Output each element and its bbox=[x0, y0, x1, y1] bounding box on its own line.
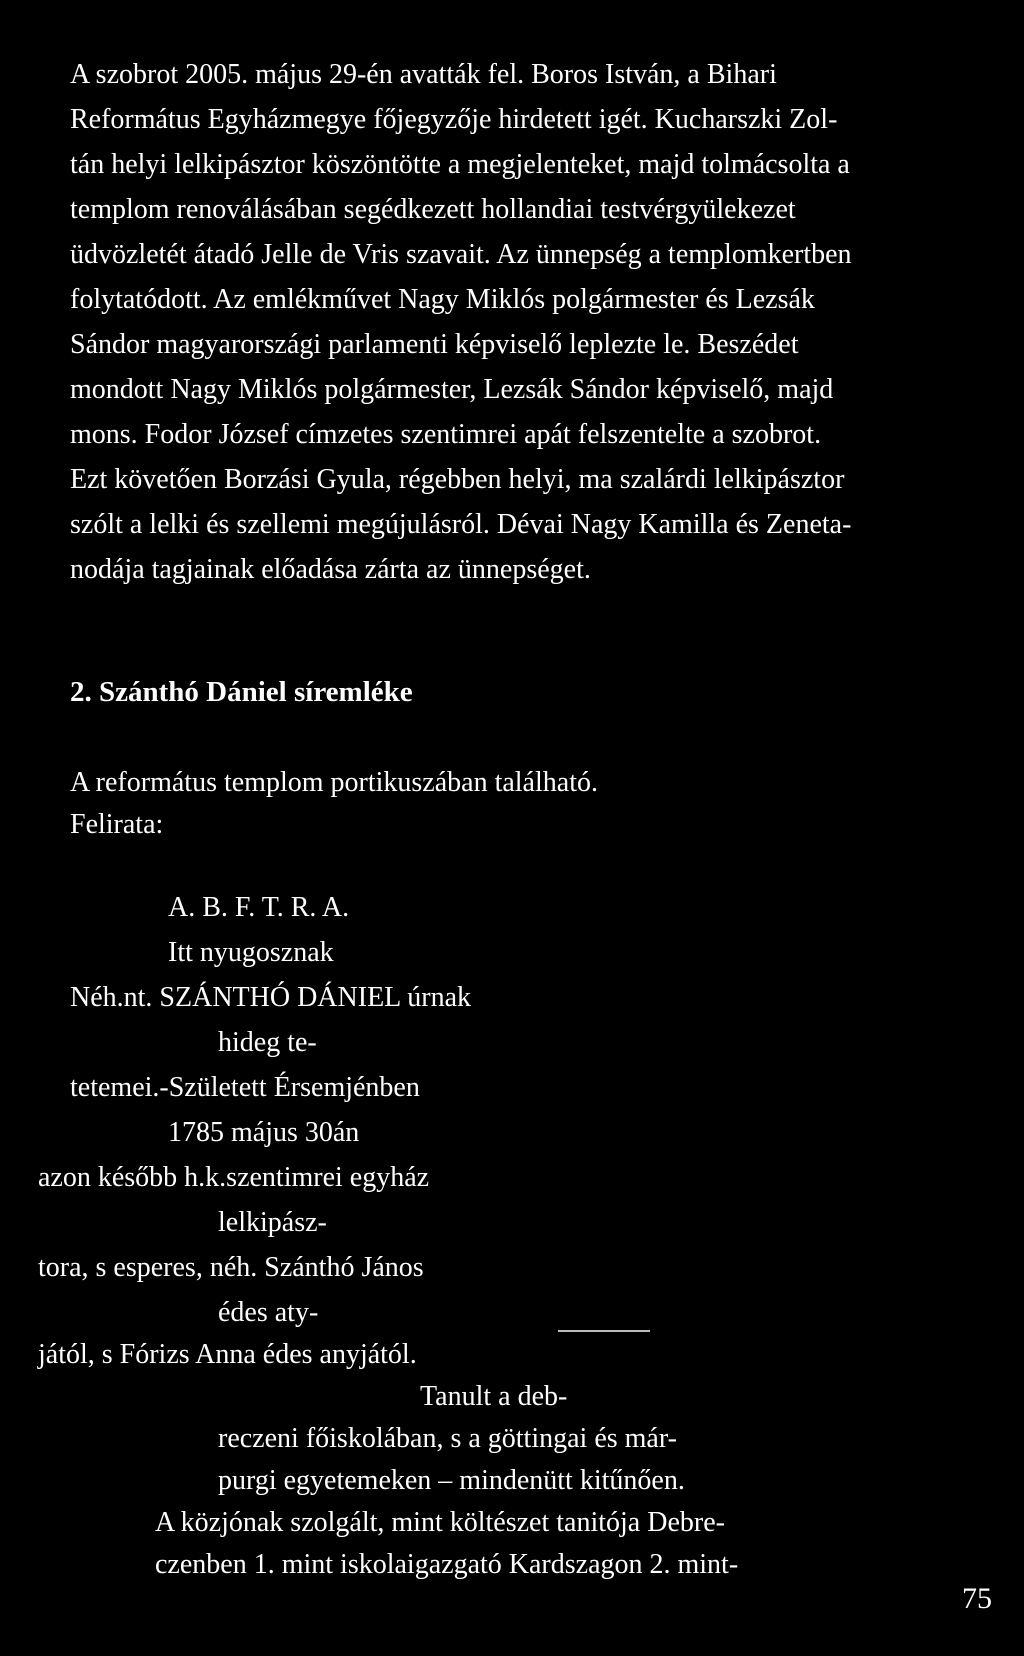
text-line: nodája tagjainak előadása zárta az ünnepséget. bbox=[70, 554, 591, 585]
text-line: folytatódott. Az emlékművet Nagy Miklós polgármester és Lezsák bbox=[70, 284, 815, 315]
text-line: mondott Nagy Miklós polgármester, Lezsák Sándor képviselő, majd bbox=[70, 374, 834, 405]
separator-dash bbox=[558, 1330, 650, 1332]
text-line: mons. Fodor József címzetes szentimrei apát felszentelte a szobrot. bbox=[70, 419, 822, 450]
text-line: templom renoválásában segédkezett hollandiai testvérgyülekezet bbox=[70, 194, 796, 225]
text-line: Ezt követően Borzási Gyula, régebben helyi, ma szalárdi lelkipásztor bbox=[70, 464, 845, 495]
inscription-line: tora, s esperes, néh. Szánthó János bbox=[38, 1252, 424, 1283]
text-line: Sándor magyarországi parlamenti képviselő leplezte le. Beszédet bbox=[70, 329, 799, 360]
inscription-line: Itt nyugosznak bbox=[168, 937, 334, 968]
inscription-line: hideg te- bbox=[218, 1027, 317, 1058]
inscription-line: lelkipász- bbox=[218, 1207, 327, 1238]
inscription-line: azon később h.k.szentimrei egyház bbox=[38, 1162, 430, 1193]
inscription-line: tetemei.-Született Érsemjénben bbox=[70, 1072, 420, 1103]
inscription-line: reczeni főiskolában, s a göttingai és már- bbox=[218, 1423, 677, 1454]
text-line: A szobrot 2005. május 29-én avatták fel. Boros István, a Bihari bbox=[70, 59, 777, 90]
inscription-line: Néh.nt. SZÁNTHÓ DÁNIEL úrnak bbox=[70, 982, 471, 1013]
page-number: 75 bbox=[962, 1582, 992, 1615]
inscription-line: A. B. F. T. R. A. bbox=[168, 892, 350, 923]
text-line: Felirata: bbox=[70, 809, 164, 840]
inscription-line: Tanult a deb- bbox=[420, 1381, 568, 1412]
section-heading: 2. Szánthó Dániel síremléke bbox=[70, 676, 413, 708]
inscription-line: purgi egyetemeken – mindenütt kitűnően. bbox=[218, 1465, 685, 1496]
text-line: szólt a lelki és szellemi megújulásról. Dévai Nagy Kamilla és Zeneta- bbox=[70, 509, 852, 540]
text-line: Református Egyházmegye főjegyzője hirdetett igét. Kucharszki Zol- bbox=[70, 104, 838, 135]
inscription-line: jától, s Fórizs Anna édes anyjától. bbox=[38, 1339, 417, 1370]
text-line: üdvözletét átadó Jelle de Vris szavait. Az ünnepség a templomkertben bbox=[70, 239, 852, 270]
text-line: tán helyi lelkipásztor köszöntötte a megjelenteket, majd tolmácsolta a bbox=[70, 149, 850, 180]
inscription-line: édes aty- bbox=[218, 1297, 319, 1328]
inscription-line: A közjónak szolgált, mint költészet tanitója Debre- bbox=[155, 1507, 725, 1538]
inscription-line: czenben 1. mint iskolaigazgató Kardszagon 2. mint- bbox=[155, 1549, 739, 1580]
text-line: A református templom portikuszában található. bbox=[70, 767, 598, 798]
inscription-line: 1785 május 30án bbox=[168, 1117, 360, 1148]
